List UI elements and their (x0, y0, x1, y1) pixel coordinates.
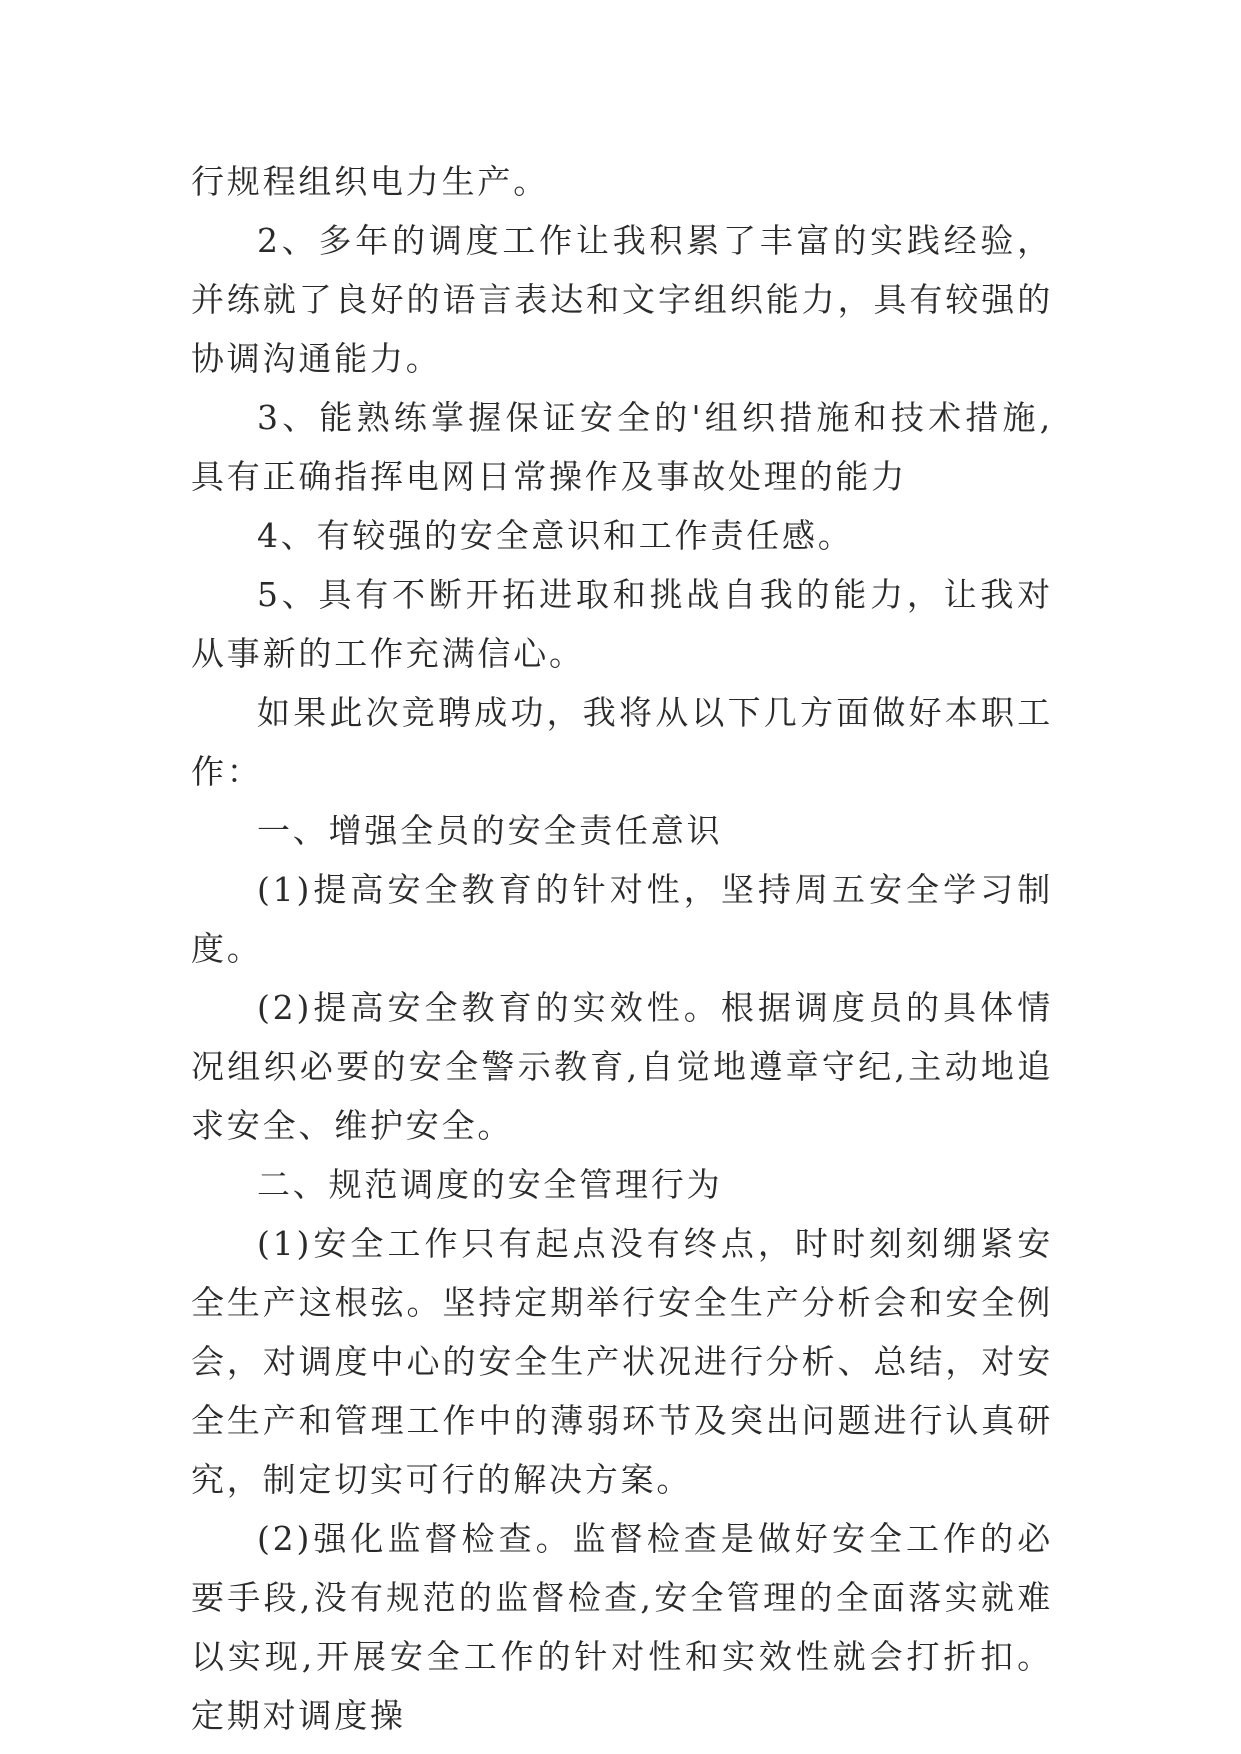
paragraph: 行规程组织电力生产。 (191, 162, 549, 201)
section-heading: 一、增强全员的安全责任意识 (257, 811, 723, 850)
paragraph: (1)安全工作只有起点没有终点，时时刻刻绷紧安全生产这根弦。坚持定期举行安全生产分析会和安全例会，对调度中心的安全生产状况进行分析、总结，对安全生产和管理工作中的薄弱环节及突出问题进行认真研究，制定切实可行的解决方案。 (191, 1224, 1053, 1499)
paragraph: 如果此次竞聘成功，我将从以下几方面做好本职工作： (191, 693, 1053, 791)
paragraph: 2、多年的调度工作让我积累了丰富的实践经验，并练就了良好的语言表达和文字组织能力，具有较强的协调沟通能力。 (191, 221, 1053, 378)
paragraph: 5、具有不断开拓进取和挑战自我的能力，让我对从事新的工作充满信心。 (191, 575, 1053, 673)
paragraph: (1)提高安全教育的针对性，坚持周五安全学习制度。 (191, 870, 1053, 968)
document-body (191, 152, 1053, 1745)
paragraph: (2)提高安全教育的实效性。根据调度员的具体情况组织必要的安全警示教育,自觉地遵章守纪,主动地追求安全、维护安全。 (191, 988, 1053, 1145)
paragraph: (2)强化监督检查。监督检查是做好安全工作的必要手段,没有规范的监督检查,安全管理的全面落实就难以实现,开展安全工作的针对性和实效性就会打折扣。定期对调度操 (191, 1519, 1053, 1735)
paragraph: 4、有较强的安全意识和工作责任感。 (257, 516, 854, 555)
paragraph: 3、能熟练掌握保证安全的'组织措施和技术措施,具有正确指挥电网日常操作及事故处理的能力 (191, 398, 1053, 496)
section-heading: 二、规范调度的安全管理行为 (257, 1165, 723, 1204)
